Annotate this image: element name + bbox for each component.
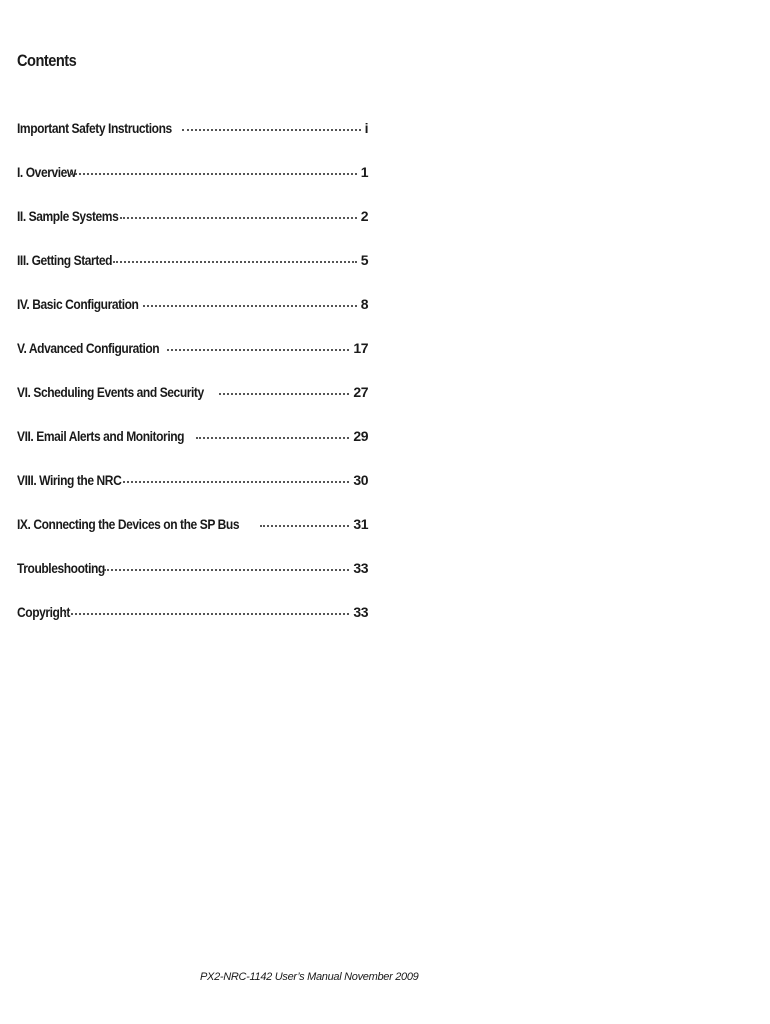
toc-dot-leader [113, 260, 357, 263]
toc-entry-page: 31 [353, 516, 368, 532]
toc-entry[interactable] [17, 252, 368, 296]
toc-entry[interactable] [17, 384, 368, 428]
toc-entry-title: IX. Connecting the Devices on the SP Bus [17, 516, 240, 532]
toc-dot-leader [196, 436, 349, 439]
toc-entry-page: 27 [353, 384, 368, 400]
toc-entry[interactable] [17, 120, 368, 164]
toc-entry-title: VII. Email Alerts and Monitoring [17, 428, 185, 444]
toc-entry-title: Troubleshooting [17, 560, 105, 576]
toc-entry-title: III. Getting Started [17, 252, 113, 268]
toc-entry[interactable] [17, 340, 368, 384]
toc-entry-page: 1 [360, 164, 368, 180]
toc-entry-page: 17 [353, 340, 368, 356]
toc-entry[interactable] [17, 604, 368, 648]
toc-entry-title: VIII. Wiring the NRC [17, 472, 122, 488]
toc-entry-page: 33 [353, 604, 368, 620]
toc-entry[interactable] [17, 516, 368, 560]
toc-dot-leader [219, 392, 349, 395]
page-footer: PX2-NRC-1142 User’s Manual November 2009 [200, 971, 419, 983]
toc-entry-title: VI. Scheduling Events and Security [17, 384, 204, 400]
toc-entry-title: IV. Basic Configuration [17, 296, 139, 312]
toc-dot-leader [64, 612, 350, 615]
toc-dot-leader [123, 480, 349, 483]
toc-entry-title: II. Sample Systems [17, 208, 119, 224]
toc-entry[interactable] [17, 164, 368, 208]
toc-entry-title: I. Overview [17, 164, 76, 180]
toc-entry-title: V. Advanced Configuration [17, 340, 160, 356]
toc-entry[interactable] [17, 428, 368, 472]
toc-entry-page: 2 [360, 208, 368, 224]
toc-entry-title: Copyright [17, 604, 70, 620]
toc-dot-leader [143, 304, 357, 307]
toc-entry-page: 29 [353, 428, 368, 444]
toc-entry[interactable] [17, 560, 368, 604]
toc-dot-leader [70, 172, 356, 175]
contents-heading: Contents [17, 51, 77, 70]
toc-dot-leader [167, 348, 349, 351]
toc-dot-leader [260, 524, 349, 527]
toc-dot-leader [182, 128, 361, 131]
table-of-contents [17, 120, 368, 648]
toc-entry-page: 8 [360, 296, 368, 312]
toc-entry-title: Important Safety Instructions [17, 120, 172, 136]
toc-entry-page: i [364, 120, 368, 136]
toc-entry[interactable] [17, 208, 368, 252]
toc-entry-page: 30 [353, 472, 368, 488]
toc-entry-page: 33 [353, 560, 368, 576]
toc-entry[interactable] [17, 296, 368, 340]
toc-entry[interactable] [17, 472, 368, 516]
toc-dot-leader [120, 216, 357, 219]
toc-entry-page: 5 [360, 252, 368, 268]
toc-dot-leader [104, 568, 349, 571]
